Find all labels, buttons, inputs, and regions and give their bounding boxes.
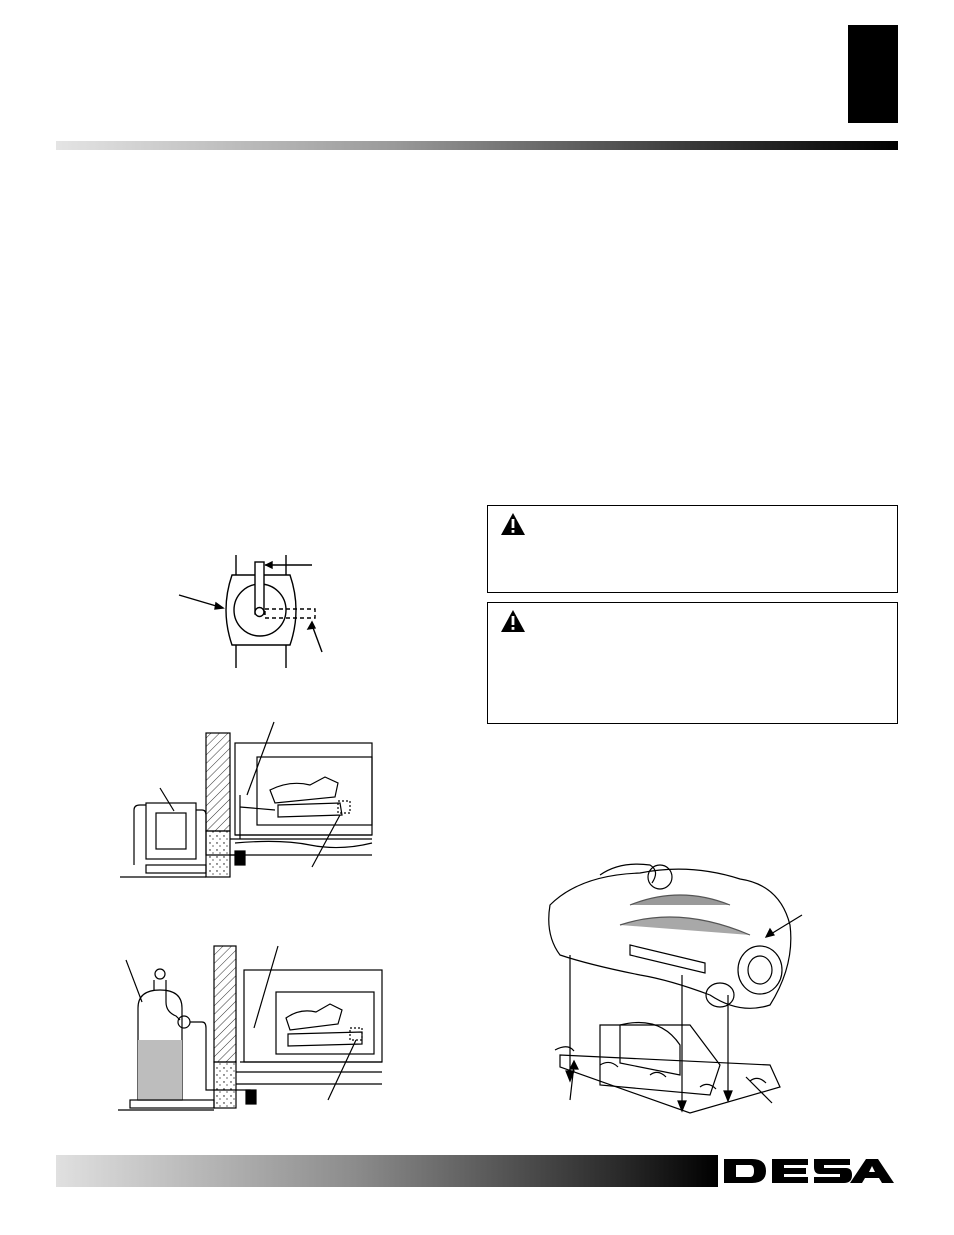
footer-gradient-bar xyxy=(56,1155,718,1187)
header-rule xyxy=(56,141,898,150)
warning-triangle-icon xyxy=(500,512,526,536)
gas-valve-figure xyxy=(170,550,340,680)
section-tab-marker xyxy=(848,25,898,123)
warning-box-2 xyxy=(487,602,898,724)
warning-box-1 xyxy=(487,505,898,593)
propane-tank-installation-figure xyxy=(110,715,380,885)
warning-triangle-icon xyxy=(500,609,526,633)
propane-cylinder-installation-figure xyxy=(110,940,390,1115)
log-set-installation-figure xyxy=(540,855,820,1115)
desa-logo xyxy=(718,1155,898,1187)
